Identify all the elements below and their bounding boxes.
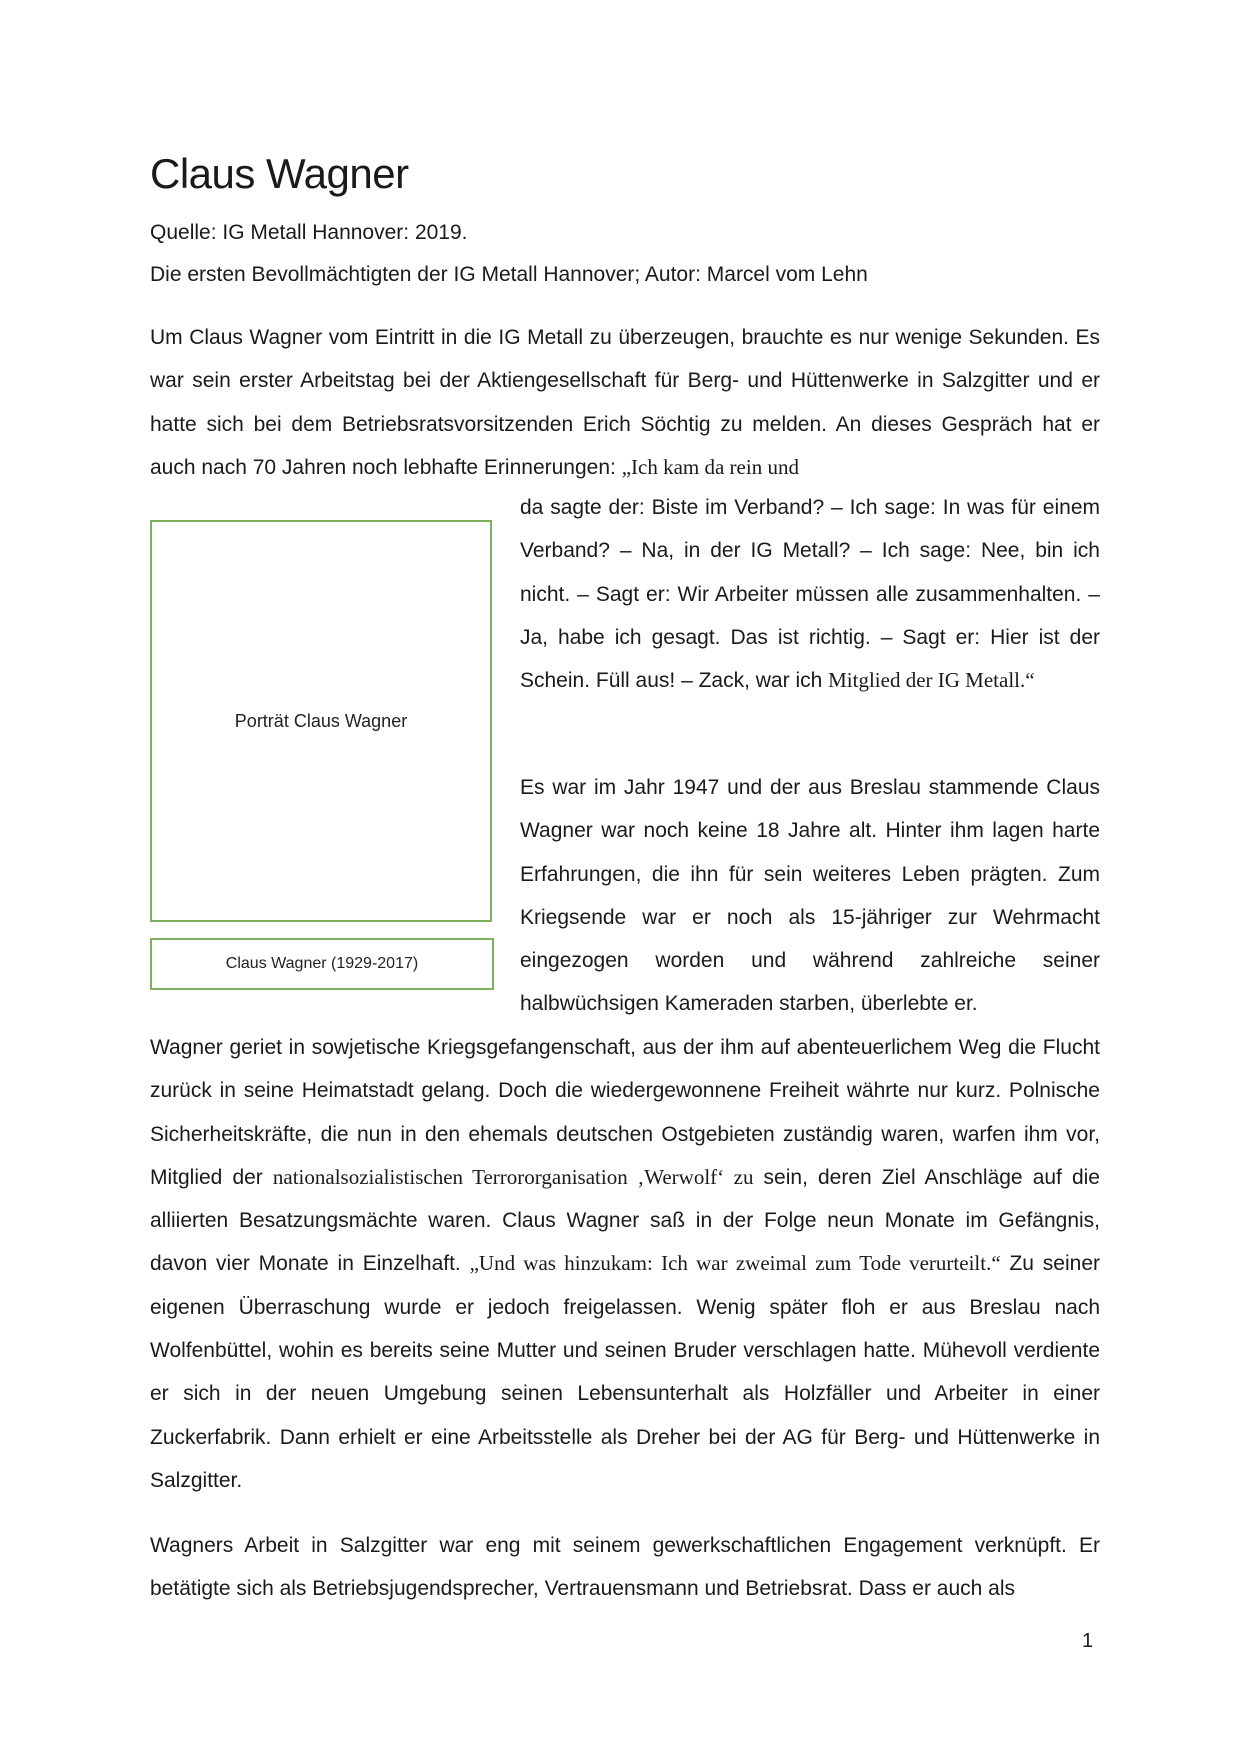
quote-text: da sagte der: Biste im Verband? – Ich sage: In was für einem Verband? – Na, in der IG Metall? – Ich sage: Nee, bin ich nicht. – Sagt er: Wir Arbeiter müssen alle zusammenhalten. – Ja, habe ich gesagt. Das ist richtig. – Sagt er: Hier ist der Schein. Füll aus! – Zack, war ich: [520, 496, 1100, 693]
biography-text-a: Wagner geriet in sowjetische Kriegsgefangenschaft, aus der ihm auf abenteuerlichem Weg die Flucht zurück in seine Heimatstadt gelang. Doch die wiedergewonnene Freiheit währte nur kurz. Polnische Sicherheitskräfte, die nun in den ehemals deutschen Ostgebieten zuständig waren, warfen ihm vor, Mitglied der: [150, 1036, 1100, 1189]
portrait-caption-frame: [150, 938, 494, 990]
biography-serif-a: nationalsozialistischen Terrororganisation ‚Werwolf‘ zu: [272, 1164, 754, 1189]
quote-end: Mitglied der IG Metall.“: [828, 668, 1035, 693]
paragraph-intro-text: Um Claus Wagner vom Eintritt in die IG Metall zu überzeugen, brauchte es nur wenige Sekunden. Es war sein erster Arbeitstag bei der Aktiengesellschaft für Berg- und Hüttenwerke in Salzgitter und er hatte sich bei dem Betriebsratsvorsitzenden Erich Söchtig zu melden. An dieses Gespräch hat er auch nach 70 Jahren noch lebhafte Erinnerungen:: [150, 326, 1100, 479]
source-author-line: Die ersten Bevollmächtigten der IG Metall Hannover; Autor: Marcel vom Lehn: [150, 263, 868, 286]
quote-continuation: [520, 486, 1100, 702]
biography-quote: „Und was hinzukam: Ich war zweimal zum Tode verurteilt.“: [469, 1251, 1001, 1276]
page-number: 1: [1082, 1630, 1094, 1652]
portrait-caption: Claus Wagner (1929-2017): [225, 955, 419, 972]
paragraph-union-work: Wagners Arbeit in Salzgitter war eng mit seinem gewerkschaftlichen Engagement verknüpft. Er betätigte sich als Betriebsjugendsprecher, Vertrauensmann und Betriebsrat. Dass er auch als: [150, 1534, 1100, 1601]
page-title: Claus Wagner: [150, 150, 409, 197]
paragraph-intro: [150, 316, 1100, 489]
biography-text-c: Zu seiner eigenen Überraschung wurde er jedoch freigelassen. Wenig später floh er aus Breslau nach Wolfenbüttel, wohin es bereits seine Mutter und seinen Bruder verschlagen hatte. Mühevoll verdiente er sich in der neuen Umgebung seinen Lebensunterhalt als Holzfäller und Arbeiter in einer Zuckerfabrik. Dann erhielt er eine Arbeitsstelle als Dreher bei der AG für Berg- und Hüttenwerke in Salzgitter.: [150, 1252, 1100, 1492]
source-citation: Quelle: IG Metall Hannover: 2019.: [150, 221, 468, 244]
biography-text-b: sein, deren Ziel Anschläge auf die alliierten Besatzungsmächte waren. Claus Wagner saß in der Folge neun Monate im Gefängnis, davon vier Monate in Einzelhaft.: [150, 1165, 1100, 1276]
paragraph-biography-wrapped: Es war im Jahr 1947 und der aus Breslau stammende Claus Wagner war noch keine 18 Jahre alt. Hinter ihm lagen harte Erfahrungen, die ihn für sein weiteres Leben prägten. Zum Kriegsende war er noch als 15-jähriger zur Wehrmacht eingezogen worden und während zahlreiche seiner halbwüchsigen Kameraden starben, überlebte er.: [520, 776, 1100, 1016]
portrait-image-frame: [150, 520, 492, 922]
portrait-placeholder-label: Porträt Claus Wagner: [234, 710, 408, 731]
paragraph-biography-full: [150, 1026, 1100, 1502]
quote-start: „Ich kam da rein und: [621, 454, 799, 479]
